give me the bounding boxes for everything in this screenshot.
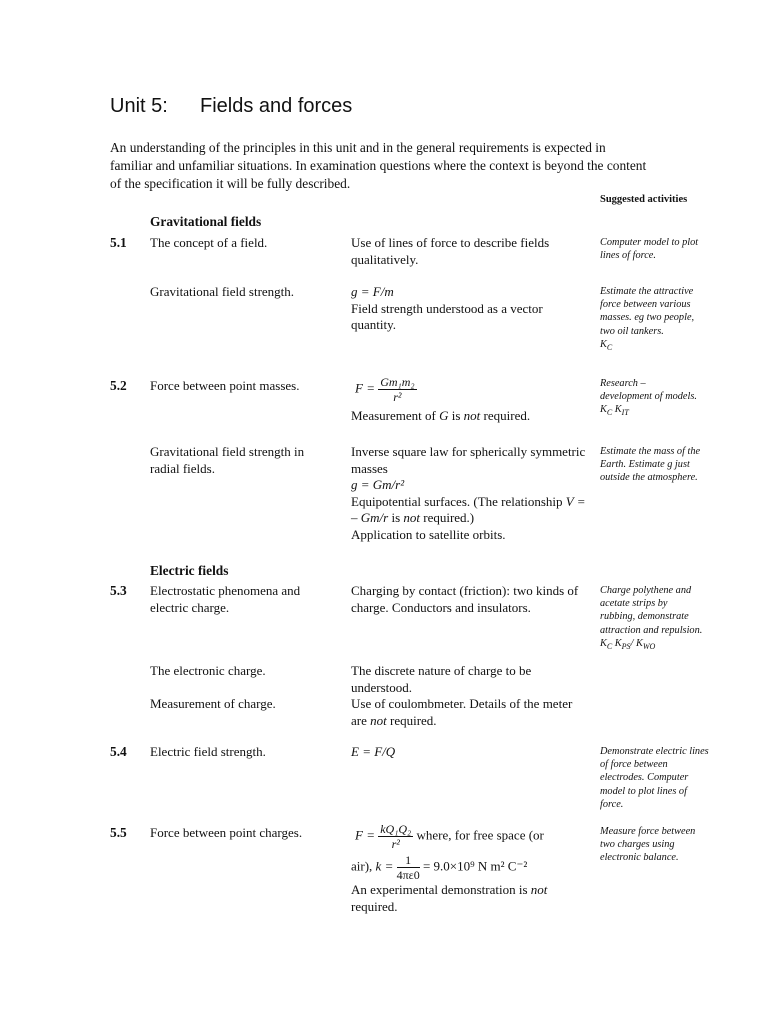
- detail-text: Measurement of G is not required.: [351, 408, 531, 423]
- force-formula: F = $\frac{\text{kQ₁Q₂}}{\text{r²}}$ where, for free space (or: [355, 822, 544, 851]
- detail: [351, 375, 587, 425]
- detail: Charging by contact (friction): two kinds of charge. Conductors and insulators.: [351, 583, 579, 615]
- formula: g = F/m: [351, 284, 394, 299]
- topic: The concept of a field.: [150, 235, 268, 250]
- k-formula: air), k = $\frac{1}{4\pi\varepsilon 0}$ = 9.0×10⁹ N m² C⁻²: [351, 853, 528, 882]
- topic: Measurement of charge.: [150, 696, 276, 711]
- detail: The discrete nature of charge to be understood.: [351, 663, 532, 695]
- row-number: 5.2: [110, 378, 127, 393]
- detail-text: Field strength understood as a vector quantity.: [351, 300, 543, 332]
- activity: Demonstrate electric lines of force between electrodes. Computer model to plot lines of force.: [600, 746, 709, 810]
- detail-text-2: Equipotential surfaces. (The relationship V = – Gm/r is not required.): [351, 493, 586, 525]
- detail: [351, 444, 587, 543]
- section-gravitational-fields: Gravitational fields: [150, 214, 262, 229]
- detail: Use of lines of force to describe fields qualitatively.: [351, 235, 550, 267]
- key-skill: $K_C$ $K_{IT}$: [600, 404, 629, 418]
- activity: Measure force between two charges using electronic balance.: [600, 826, 696, 864]
- formula: E = F/Q: [351, 744, 396, 759]
- unit-title: Fields and forces: [200, 95, 353, 117]
- intro-paragraph: An understanding of the principles in this unit and in the general requirements is expected in familiar and unfamiliar situations. In examination questions where the context is beyond the content of the specification it will be fully described.: [110, 140, 647, 191]
- page-title: [110, 95, 352, 118]
- row-number: 5.1: [110, 235, 127, 250]
- suggested-activities-heading: Suggested activities: [600, 194, 688, 205]
- row-number: 5.5: [110, 825, 127, 840]
- row-number: 5.3: [110, 583, 127, 598]
- detail-text-3: Application to satellite orbits.: [351, 526, 506, 542]
- row-number: 5.4: [110, 744, 127, 759]
- topic: The electronic charge.: [150, 663, 266, 678]
- topic: Force between point masses.: [150, 378, 300, 393]
- detail: [351, 822, 587, 915]
- activity: [600, 285, 710, 354]
- unit-number: Unit 5:: [110, 95, 168, 117]
- activity-text: Charge polythene and acetate strips by rubbing, demonstrate attraction and repulsion.: [600, 585, 703, 636]
- activity-text: Estimate the attractive force between various masses. eg two people, two oil tankers.: [600, 286, 695, 337]
- activity: Computer model to plot lines of force.: [600, 237, 699, 262]
- activity: Estimate the mass of the Earth. Estimate g just outside the atmosphere.: [600, 446, 701, 484]
- section-electric-fields: Electric fields: [150, 563, 229, 578]
- topic: Gravitational field strength in radial fields.: [150, 444, 305, 476]
- detail: Use of coulombmeter. Details of the meter are not required.: [351, 696, 573, 728]
- key-skill: $K_C$: [600, 338, 613, 352]
- detail-text: Inverse square law for spherically symmetric masses: [351, 444, 586, 476]
- topic: Electrostatic phenomena and electric charge.: [150, 583, 301, 615]
- activity: [600, 584, 705, 653]
- topic: Gravitational field strength.: [150, 284, 295, 299]
- activity: [600, 377, 700, 420]
- key-skill: $K_C$ $K_{PS}/$ $K_{WO}$: [600, 637, 656, 651]
- activity-text: Research – development of models.: [600, 378, 697, 403]
- detail-text: An experimental demonstration is not required.: [351, 882, 548, 914]
- detail: [351, 284, 587, 334]
- force-formula: F = $\frac{\text{Gm₁m₂}}{\text{r²}}$: [355, 375, 415, 404]
- formula: g = Gm/r²: [351, 477, 405, 492]
- topic: Force between point charges.: [150, 825, 303, 840]
- topic: Electric field strength.: [150, 744, 266, 759]
